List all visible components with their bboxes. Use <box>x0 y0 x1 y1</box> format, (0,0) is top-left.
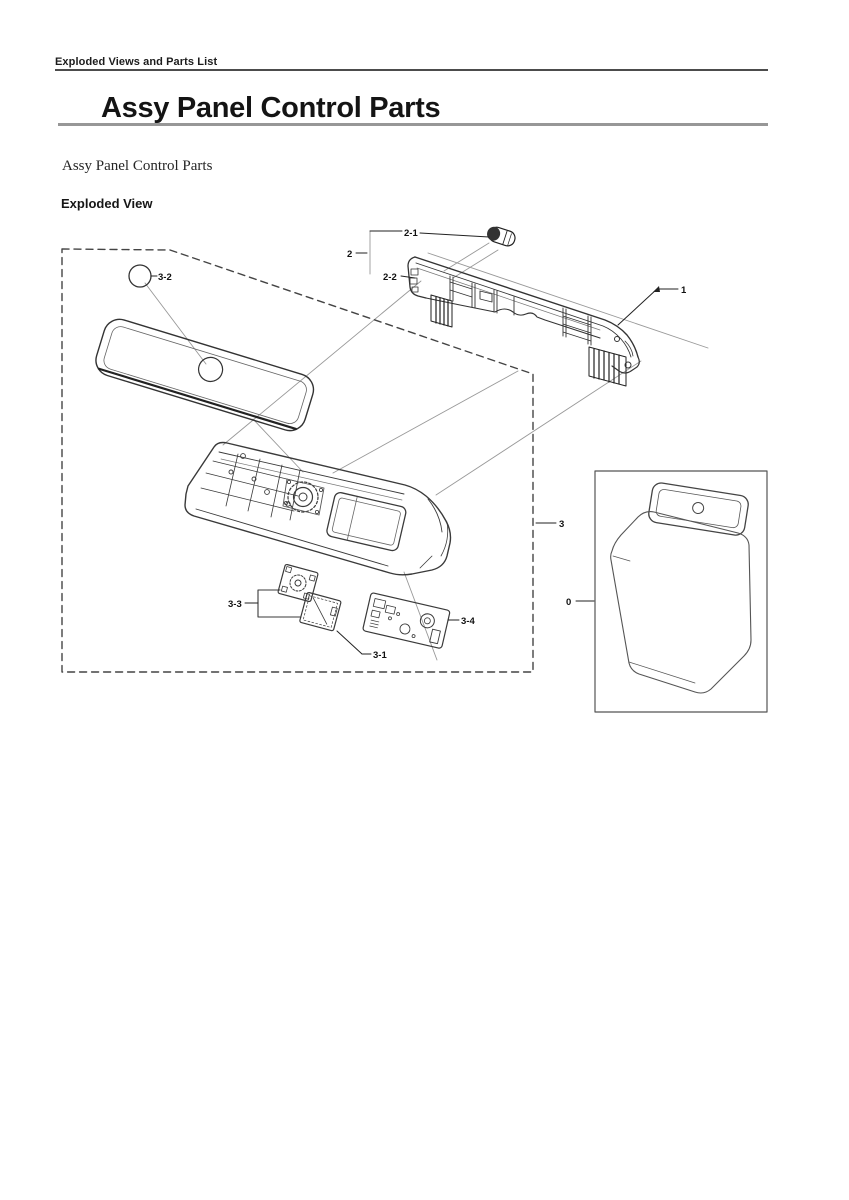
projection-lines <box>145 243 708 660</box>
callout-2-2: 2-2 <box>383 272 397 283</box>
running-header: Exploded Views and Parts List <box>55 56 218 68</box>
callout-2: 2 <box>347 249 353 260</box>
assembly-subtitle: Assy Panel Control Parts <box>62 158 213 174</box>
part-2-1-knob <box>485 225 517 248</box>
part-3-control-panel <box>185 443 451 575</box>
part-3-4-board <box>363 592 451 648</box>
header-rule <box>55 69 768 71</box>
section-label: Exploded View <box>61 196 153 211</box>
callout-3-1: 3-1 <box>373 650 387 661</box>
dashed-boundary-box <box>62 249 533 672</box>
callout-3: 3 <box>559 519 565 530</box>
part-deco-panel <box>92 315 317 434</box>
callout-1: 1 <box>681 285 687 296</box>
callout-3-2: 3-2 <box>158 272 172 283</box>
page-title: Assy Panel Control Parts <box>101 92 441 124</box>
callout-3-3: 3-3 <box>228 599 242 610</box>
callout-0: 0 <box>566 597 572 608</box>
callout-3-4: 3-4 <box>461 616 475 627</box>
part-3-2-button <box>129 265 151 287</box>
exploded-view-diagram <box>50 218 780 723</box>
part-3-3-boards <box>258 564 341 631</box>
callout-2-1: 2-1 <box>404 228 418 239</box>
part-1-frame <box>408 257 639 386</box>
callout-labels <box>158 228 687 661</box>
part-0-reference <box>595 471 767 712</box>
